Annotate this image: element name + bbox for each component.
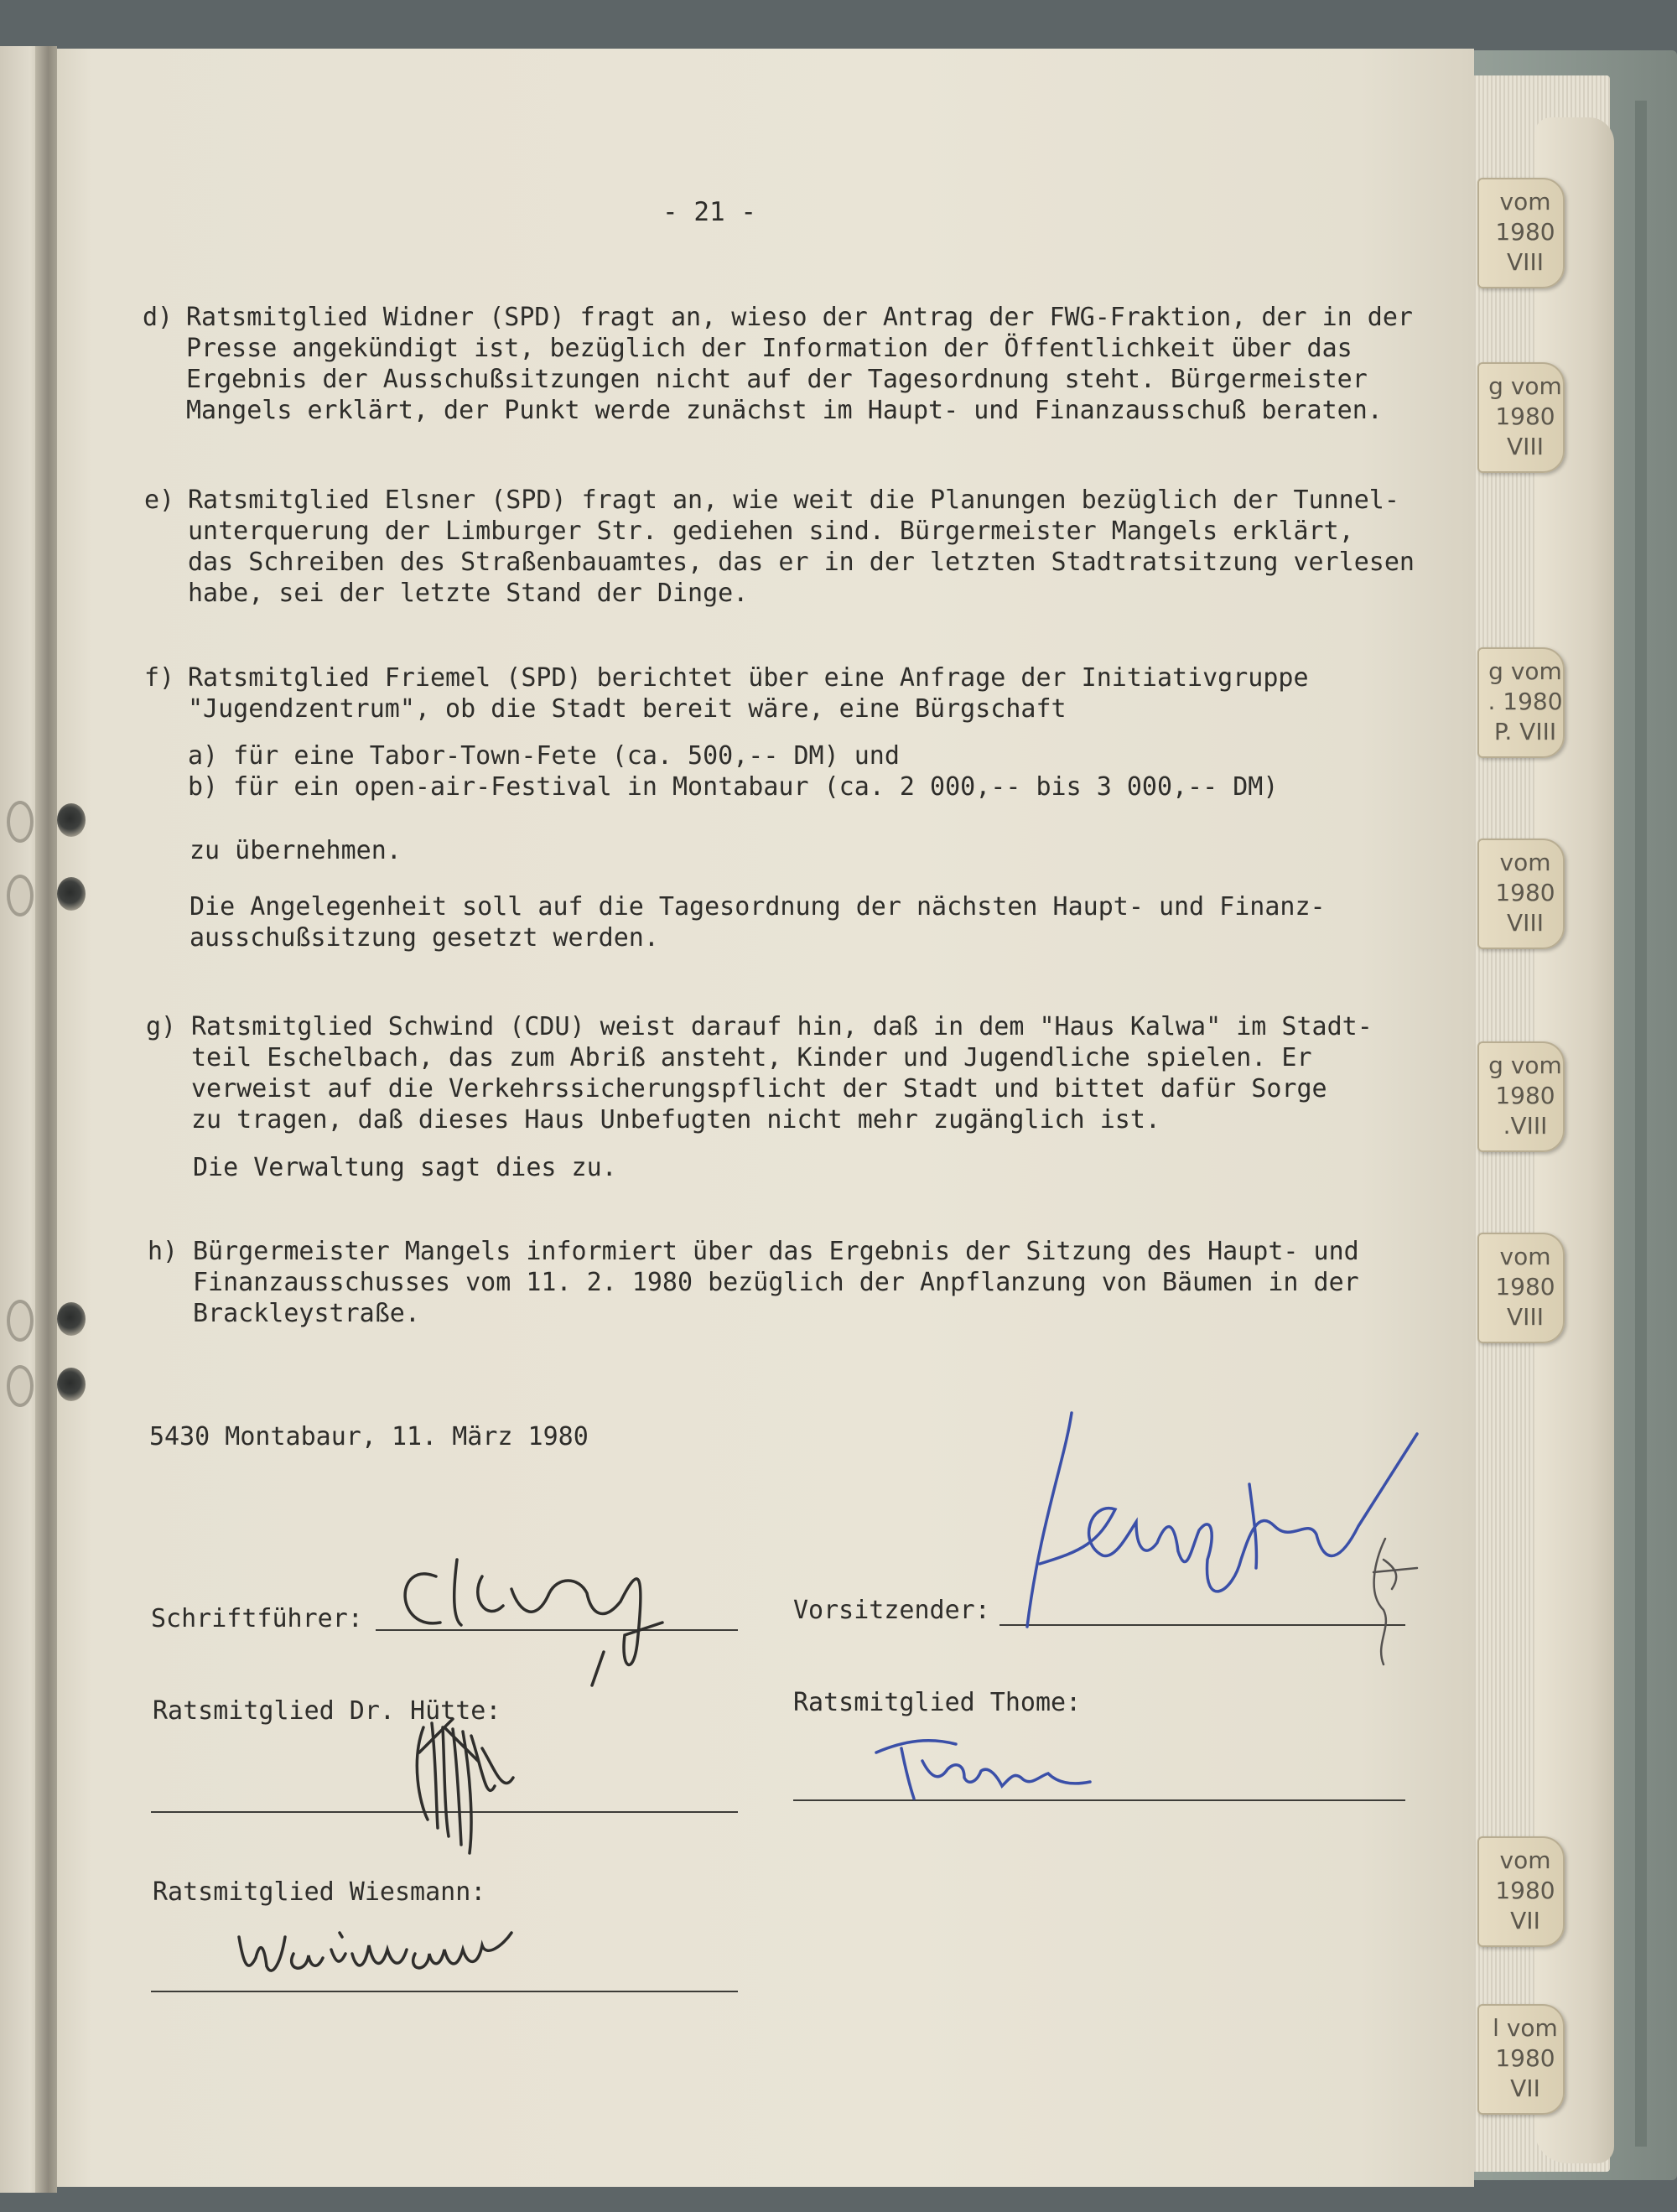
- signature-vorsitzender: [1027, 1413, 1417, 1627]
- paragraph-line: Bürgermeister Mangels informiert über das Ergebnis der Sitzung des Haupt- und: [193, 1237, 1359, 1266]
- index-tab: vom 1980 VII: [1477, 1836, 1565, 1947]
- label-vorsitzender: Vorsitzender:: [793, 1596, 990, 1625]
- sub-item-line: a) für eine Tabor-Town-Fete (ca. 500,-- DM) und: [188, 741, 900, 771]
- signature-wiesmann: [239, 1933, 511, 1971]
- place-date: 5430 Montabaur, 11. März 1980: [149, 1422, 589, 1451]
- index-tab: vom 1980 VIII: [1477, 1233, 1565, 1343]
- item-marker: e): [144, 485, 175, 515]
- paragraph-line: verweist auf die Verkehrssicherungspflicht der Stadt und bittet dafür Sorge: [191, 1074, 1327, 1103]
- item-marker: h): [148, 1237, 179, 1266]
- page-number: - 21 -: [662, 197, 756, 227]
- label-wiesmann: Ratsmitglied Wiesmann:: [153, 1877, 486, 1907]
- item-marker: d): [143, 303, 174, 332]
- signature-thome: [876, 1741, 1090, 1799]
- paragraph-line: Ratsmitglied Widner (SPD) fragt an, wieso der Antrag der FWG-Fraktion, der in der: [186, 303, 1413, 332]
- paragraph-line: Die Verwaltung sagt dies zu.: [193, 1153, 617, 1182]
- paragraph-line: das Schreiben des Straßenbauamtes, das er in der letzten Stadtratsitzung verlesen: [188, 548, 1415, 577]
- index-tab: g vom 1980 VIII: [1477, 362, 1565, 473]
- item-marker: f): [144, 663, 175, 693]
- paragraph-line: zu übernehmen.: [190, 836, 402, 865]
- paragraph-line: zu tragen, daß dieses Haus Unbefugten nicht mehr zugänglich ist.: [191, 1105, 1160, 1135]
- paragraph-line: Ratsmitglied Friemel (SPD) berichtet über eine Anfrage der Initiativgruppe: [188, 663, 1309, 693]
- index-tab: g vom 1980 .VIII: [1477, 1041, 1565, 1152]
- sub-item-line: b) für ein open-air-Festival in Montabaur (ca. 2 000,-- bis 3 000,-- DM): [188, 772, 1279, 802]
- paragraph-line: teil Eschelbach, das zum Abriß ansteht, Kinder und Jugendliche spielen. Er: [191, 1043, 1312, 1072]
- paragraph-line: Ergebnis der Ausschußsitzungen nicht auf der Tagesordnung steht. Bürgermeister: [186, 365, 1368, 394]
- paragraph-line: Brackleystraße.: [193, 1299, 420, 1328]
- index-tab: vom 1980 VIII: [1477, 839, 1565, 949]
- paragraph-line: habe, sei der letzte Stand der Dinge.: [188, 579, 749, 608]
- paragraph-line: unterquerung der Limburger Str. gediehen sind. Bürgermeister Mangels erklärt,: [188, 517, 1354, 546]
- label-schriftfuehrer: Schriftführer:: [151, 1604, 363, 1633]
- paragraph-line: ausschußsitzung gesetzt werden.: [190, 923, 659, 953]
- paragraph-line: Die Angelegenheit soll auf die Tagesordnung der nächsten Haupt- und Finanz-: [190, 892, 1326, 922]
- item-marker: g): [146, 1012, 177, 1041]
- signature-schriftfuehrer: [405, 1560, 662, 1685]
- signature-initial-mark: [1373, 1539, 1417, 1664]
- index-tab: g vom . 1980 P. VIII: [1477, 647, 1565, 758]
- signature-huette: [417, 1719, 513, 1853]
- index-tab: vom 1980 VIII: [1477, 178, 1565, 288]
- index-tab: l vom 1980 VII: [1477, 2004, 1565, 2115]
- paragraph-line: "Jugendzentrum", ob die Stadt bereit wäre, eine Bürgschaft: [188, 694, 1067, 724]
- paragraph-line: Presse angekündigt ist, bezüglich der Information der Öffentlichkeit über das: [186, 334, 1353, 363]
- paragraph-line: Mangels erklärt, der Punkt werde zunächst im Haupt- und Finanzausschuß beraten.: [186, 396, 1383, 425]
- label-thome: Ratsmitglied Thome:: [793, 1688, 1082, 1717]
- paragraph-line: Finanzausschusses vom 11. 2. 1980 bezüglich der Anpflanzung von Bäumen in der: [193, 1268, 1359, 1297]
- paragraph-line: Ratsmitglied Schwind (CDU) weist darauf hin, daß in dem "Haus Kalwa" im Stadt-: [191, 1012, 1373, 1041]
- label-huette: Ratsmitglied Dr. Hütte:: [153, 1696, 501, 1726]
- paragraph-line: Ratsmitglied Elsner (SPD) fragt an, wie weit die Planungen bezüglich der Tunnel-: [188, 485, 1399, 515]
